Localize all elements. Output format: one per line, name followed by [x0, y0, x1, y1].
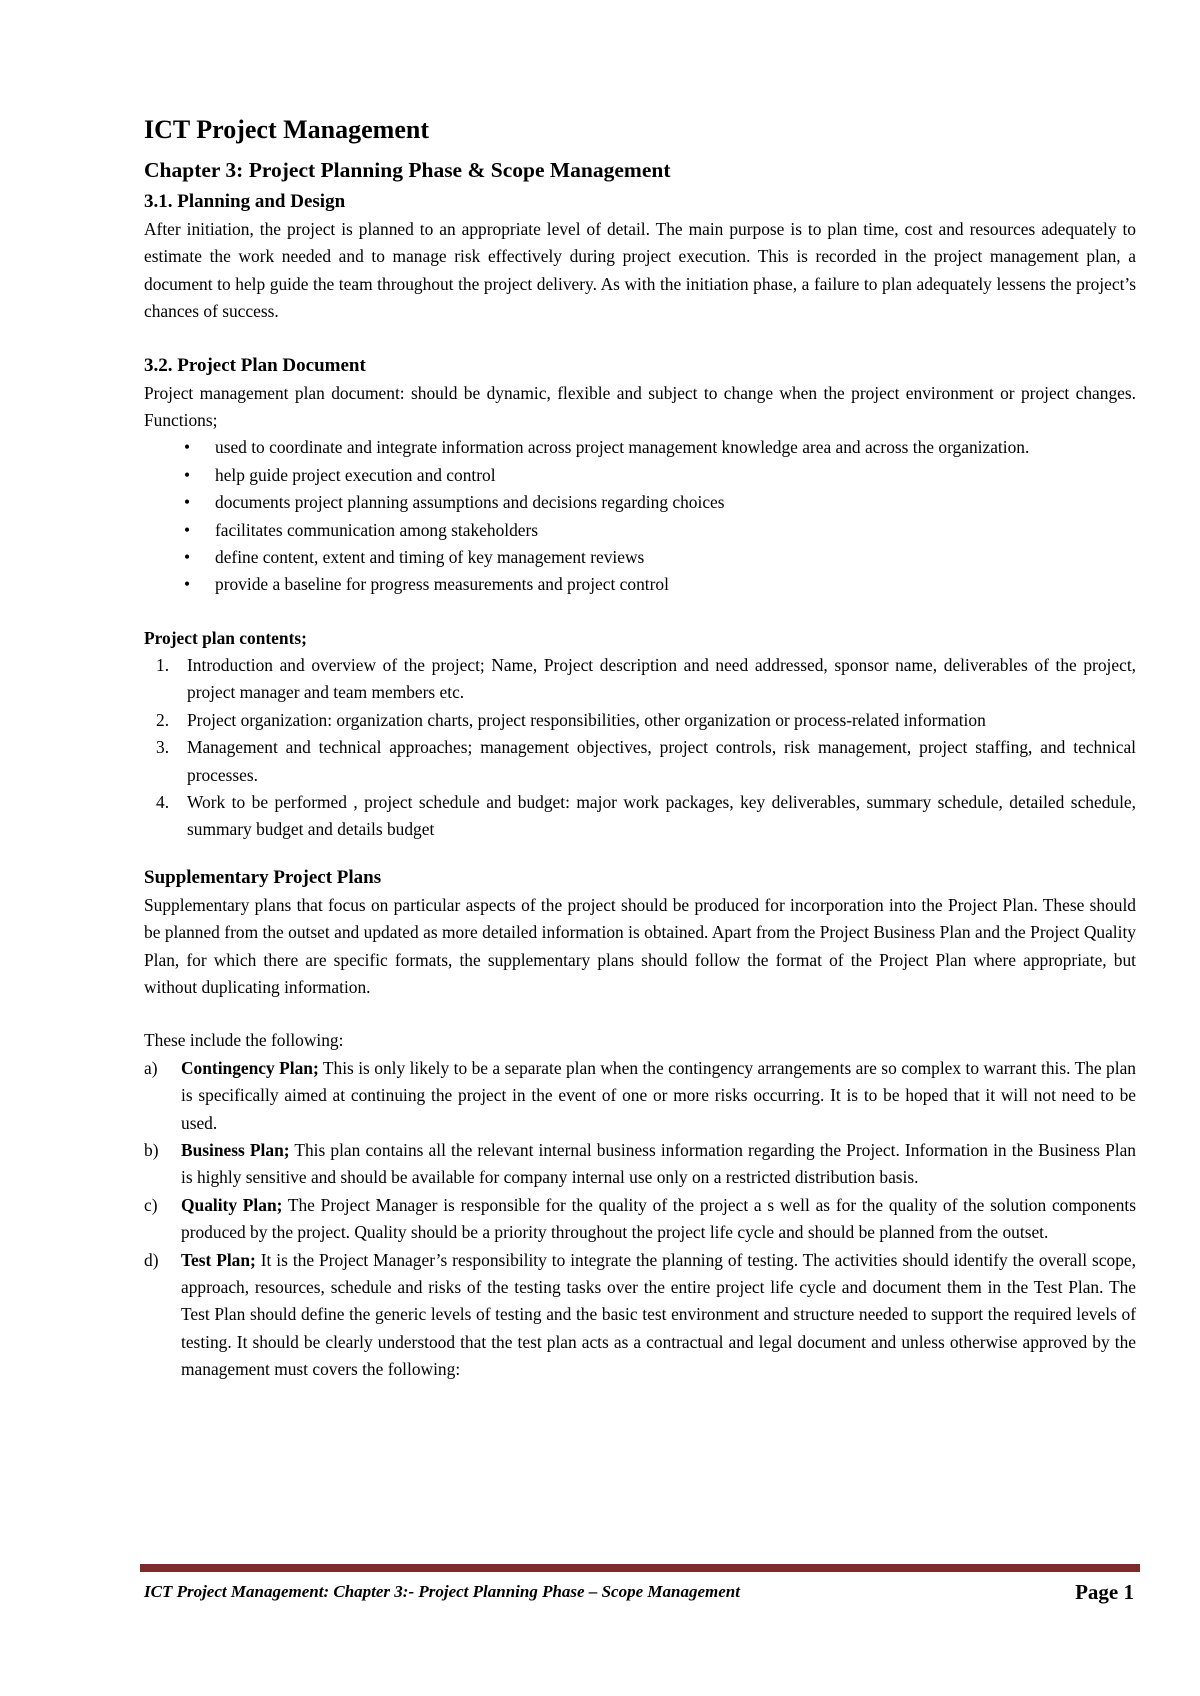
bullet-icon: •: [184, 519, 191, 540]
list-item: • used to coordinate and integrate information across project management knowledge area and across the organization.: [144, 434, 1136, 461]
footer-title: ICT Project Management: Chapter 3:- Project Planning Phase – Scope Management: [144, 1582, 740, 1601]
footer-rule: [140, 1564, 1140, 1572]
chapter-title: Chapter 3: Project Planning Phase & Scope Management: [144, 158, 671, 182]
supplementary-plans-list: [144, 1055, 1136, 1384]
bullet-icon: •: [184, 464, 191, 485]
list-item: c) Quality Plan; The Project Manager is responsible for the quality of the project a s well as for the quality of the solution components produced by the project. Quality should be a priority throughout the project life cycle and should be planned from the outset.: [144, 1194, 1136, 1243]
page-number: Page 1: [1075, 1580, 1134, 1604]
spacer: [144, 844, 1136, 864]
list-item: a) Contingency Plan; This is only likely to be a separate plan when the contingency arrangements are so complex to warrant this. The plan is specifically aimed at continuing the project in the event of one or more risks occurring. It is to be hoped that it will not need to be used.: [144, 1057, 1136, 1133]
plan-contents-heading: Project plan contents;: [144, 627, 307, 648]
supplementary-body: Supplementary plans that focus on particular aspects of the project should be produced for incorporation into the Project Plan. These should be planned from the outset and updated as more detailed information is obtained. Apart from the Project Business Plan and the Project Quality Plan, for which there are specific formats, the supplementary plans should follow the format of the Project Plan where appropriate, but without duplicating information.: [144, 894, 1136, 997]
bullet-icon: •: [184, 547, 191, 568]
document-title: ICT Project Management: [144, 115, 429, 144]
section-3-1-heading: 3.1. Planning and Design: [144, 191, 346, 212]
list-item: 1. Introduction and overview of the project; Name, Project description and need addressed, sponsor name, deliverables of the project, project manager and team members etc.: [156, 654, 1136, 703]
section-3-1-body: After initiation, the project is planned to an appropriate level of detail. The main purpose is to plan time, cost and resources adequately to estimate the work needed and to manage risk effectively during project execution. This is recorded in the project management plan, a document to help guide the team throughout the project delivery. As with the initiation phase, a failure to plan adequately lessens the project’s chances of success.: [144, 219, 1136, 322]
list-item: d) Test Plan; It is the Project Manager’s responsibility to integrate the planning of testing. The activities should identify the overall scope, approach, resources, schedule and risks of the testing tasks over the entire project life cycle and document them in the Test Plan. The Test Plan should define the generic levels of testing and the basic test environment and structure needed to support the required levels of testing. It should be clearly understood that the test plan acts as a contractual and legal document and unless otherwise approved by the management must covers the following:: [144, 1249, 1136, 1380]
list-item: b) Business Plan; This plan contains all the relevant internal business information regarding the Project. Information in the Business Plan is highly sensitive and should be available for company internal use only on a restricted distribution basis.: [144, 1139, 1137, 1188]
list-item: 4. Work to be performed , project schedule and budget: major work packages, key deliverables, summary schedule, detailed schedule, summary budget and details budget: [156, 791, 1136, 840]
bullet-icon: •: [184, 492, 191, 513]
bullet-icon: •: [184, 574, 191, 595]
functions-list: [144, 434, 1136, 598]
supplementary-heading: Supplementary Project Plans: [144, 866, 382, 888]
list-item: • provide a baseline for progress measurements and project control: [144, 571, 1136, 598]
spacer: [144, 599, 1136, 625]
supplementary-intro: These include the following:: [144, 1030, 344, 1051]
list-item: 2. Project organization: organization charts, project responsibilities, other organization or process-related information: [156, 709, 986, 730]
page-content: [144, 112, 1136, 1384]
spacer: [144, 326, 1136, 352]
list-item: • define content, extent and timing of key management reviews: [144, 544, 1136, 571]
section-3-2-heading: 3.2. Project Plan Document: [144, 354, 366, 376]
spacer: [144, 1001, 1136, 1027]
plan-contents-list: [144, 652, 1136, 844]
list-item: • documents project planning assumptions and decisions regarding choices: [144, 489, 1136, 516]
page-footer: [144, 1580, 1134, 1610]
list-item: • facilitates communication among stakeholders: [144, 517, 1136, 544]
bullet-icon: •: [184, 437, 191, 458]
list-item: 3. Management and technical approaches; management objectives, project controls, risk management, project staffing, and technical processes.: [156, 737, 1136, 785]
list-item: • help guide project execution and control: [144, 462, 1136, 489]
section-3-2-body: Project management plan document: should be dynamic, flexible and subject to change when the project environment or project changes. Functions;: [144, 382, 1136, 431]
